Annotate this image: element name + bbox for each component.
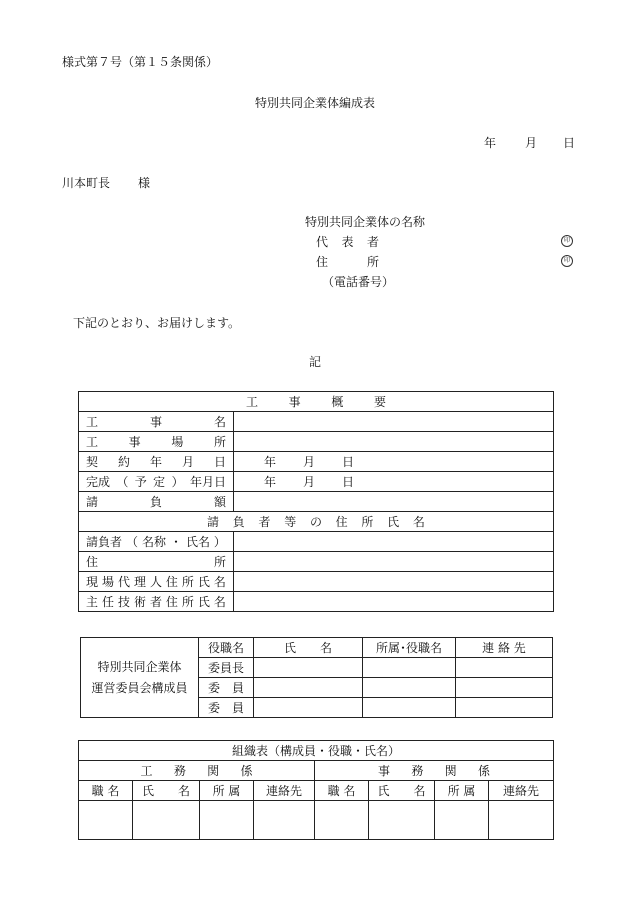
site-agent-field[interactable]	[234, 572, 554, 592]
contact-cell[interactable]	[489, 801, 554, 840]
table-row	[79, 452, 554, 472]
construction-site-field[interactable]	[234, 432, 554, 452]
col-header-affiliation: 所 属	[435, 781, 489, 801]
construction-name-label: 工 事 名	[79, 412, 234, 432]
overview-heading: 工 事 概 要	[79, 392, 554, 412]
table-row	[79, 532, 554, 552]
col-header-affiliation: 所属･役職名	[363, 638, 456, 658]
col-header-position: 職 名	[315, 781, 369, 801]
name-cell[interactable]	[254, 658, 363, 678]
table-row	[79, 472, 554, 492]
organization-table	[78, 740, 554, 840]
table-row	[79, 492, 554, 512]
completion-date-field[interactable]: 年 月 日	[234, 472, 554, 492]
construction-name-field[interactable]	[234, 412, 554, 432]
addressee: 川本町長	[62, 176, 111, 190]
contractor-address-field[interactable]	[234, 552, 554, 572]
contact-cell[interactable]	[254, 801, 315, 840]
col-header-name: 氏 名	[133, 781, 200, 801]
col-header-contact: 連 絡 先	[456, 638, 553, 658]
contract-date-field[interactable]: 年 月 日	[234, 452, 554, 472]
table-row	[79, 432, 554, 452]
site-agent-label: 現 場 代 理 人 住 所 氏 名	[79, 572, 234, 592]
form-number: 様式第７号（第１５条関係）	[62, 55, 219, 69]
contract-amount-label: 請 負 額	[79, 492, 234, 512]
col-header-affiliation: 所 属	[200, 781, 254, 801]
phone-label: （電話番号）	[322, 275, 395, 289]
ki-label: 記	[308, 355, 321, 369]
col-header-contact: 連絡先	[489, 781, 554, 801]
position-cell[interactable]	[315, 801, 369, 840]
table-row	[79, 412, 554, 432]
contractor-name-field[interactable]	[234, 532, 554, 552]
overview-table	[78, 391, 554, 612]
chief-engineer-field[interactable]	[234, 592, 554, 612]
affiliation-cell[interactable]	[363, 698, 456, 718]
contractor-address-label: 住 所	[79, 552, 234, 572]
contractor-name-label: 請負者 （ 名称 ・ 氏名 ）	[79, 532, 234, 552]
name-cell[interactable]	[254, 678, 363, 698]
position-cell[interactable]	[79, 801, 133, 840]
col-header-role: 役職名	[199, 638, 254, 658]
role-chair: 委員長	[199, 658, 254, 678]
contact-cell[interactable]	[456, 658, 553, 678]
table-row	[79, 592, 554, 612]
role-member: 委 員	[199, 678, 254, 698]
table-row	[79, 552, 554, 572]
contract-amount-field[interactable]	[234, 492, 554, 512]
name-cell[interactable]	[254, 698, 363, 718]
admin-group-heading: 事 務 関 係	[315, 761, 554, 781]
organization-title: 組織表（構成員・役職・氏名）	[79, 741, 554, 761]
role-member: 委 員	[199, 698, 254, 718]
affiliation-cell[interactable]	[363, 658, 456, 678]
affiliation-cell[interactable]	[435, 801, 489, 840]
seal-mark: 印	[561, 255, 573, 267]
seal-mark: 印	[561, 235, 573, 247]
name-cell[interactable]	[369, 801, 435, 840]
committee-group-label: 特別共同企業体 運営委員会構成員	[81, 638, 199, 718]
date-month-label: 月	[525, 136, 538, 150]
contract-date-label: 契 約 年 月 日	[79, 452, 234, 472]
contractor-heading: 請 負 者 等 の 住 所 氏 名	[79, 512, 554, 532]
table-row	[79, 801, 554, 840]
construction-site-label: 工 事 場 所	[79, 432, 234, 452]
intro-text: 下記のとおり、お届けします。	[73, 316, 241, 330]
date-year-label: 年	[484, 136, 497, 150]
col-header-contact: 連絡先	[254, 781, 315, 801]
jv-name-label: 特別共同企業体の名称	[305, 215, 426, 229]
contact-cell[interactable]	[456, 698, 553, 718]
col-header-name: 氏 名	[369, 781, 435, 801]
page-title: 特別共同企業体編成表	[254, 96, 375, 110]
honorific: 様	[138, 176, 151, 190]
engineering-group-heading: 工 務 関 係	[79, 761, 315, 781]
completion-date-label: 完成 （ 予 定 ） 年月日	[79, 472, 234, 492]
address-label: 住 所	[316, 255, 379, 269]
affiliation-cell[interactable]	[363, 678, 456, 698]
col-header-position: 職 名	[79, 781, 133, 801]
chief-engineer-label: 主 任 技 術 者 住 所 氏 名	[79, 592, 234, 612]
name-cell[interactable]	[133, 801, 200, 840]
contact-cell[interactable]	[456, 678, 553, 698]
committee-table	[80, 637, 553, 718]
table-row	[79, 572, 554, 592]
affiliation-cell[interactable]	[200, 801, 254, 840]
date-day-label: 日	[563, 136, 576, 150]
representative-label: 代 表 者	[316, 235, 379, 249]
col-header-name: 氏 名	[254, 638, 363, 658]
